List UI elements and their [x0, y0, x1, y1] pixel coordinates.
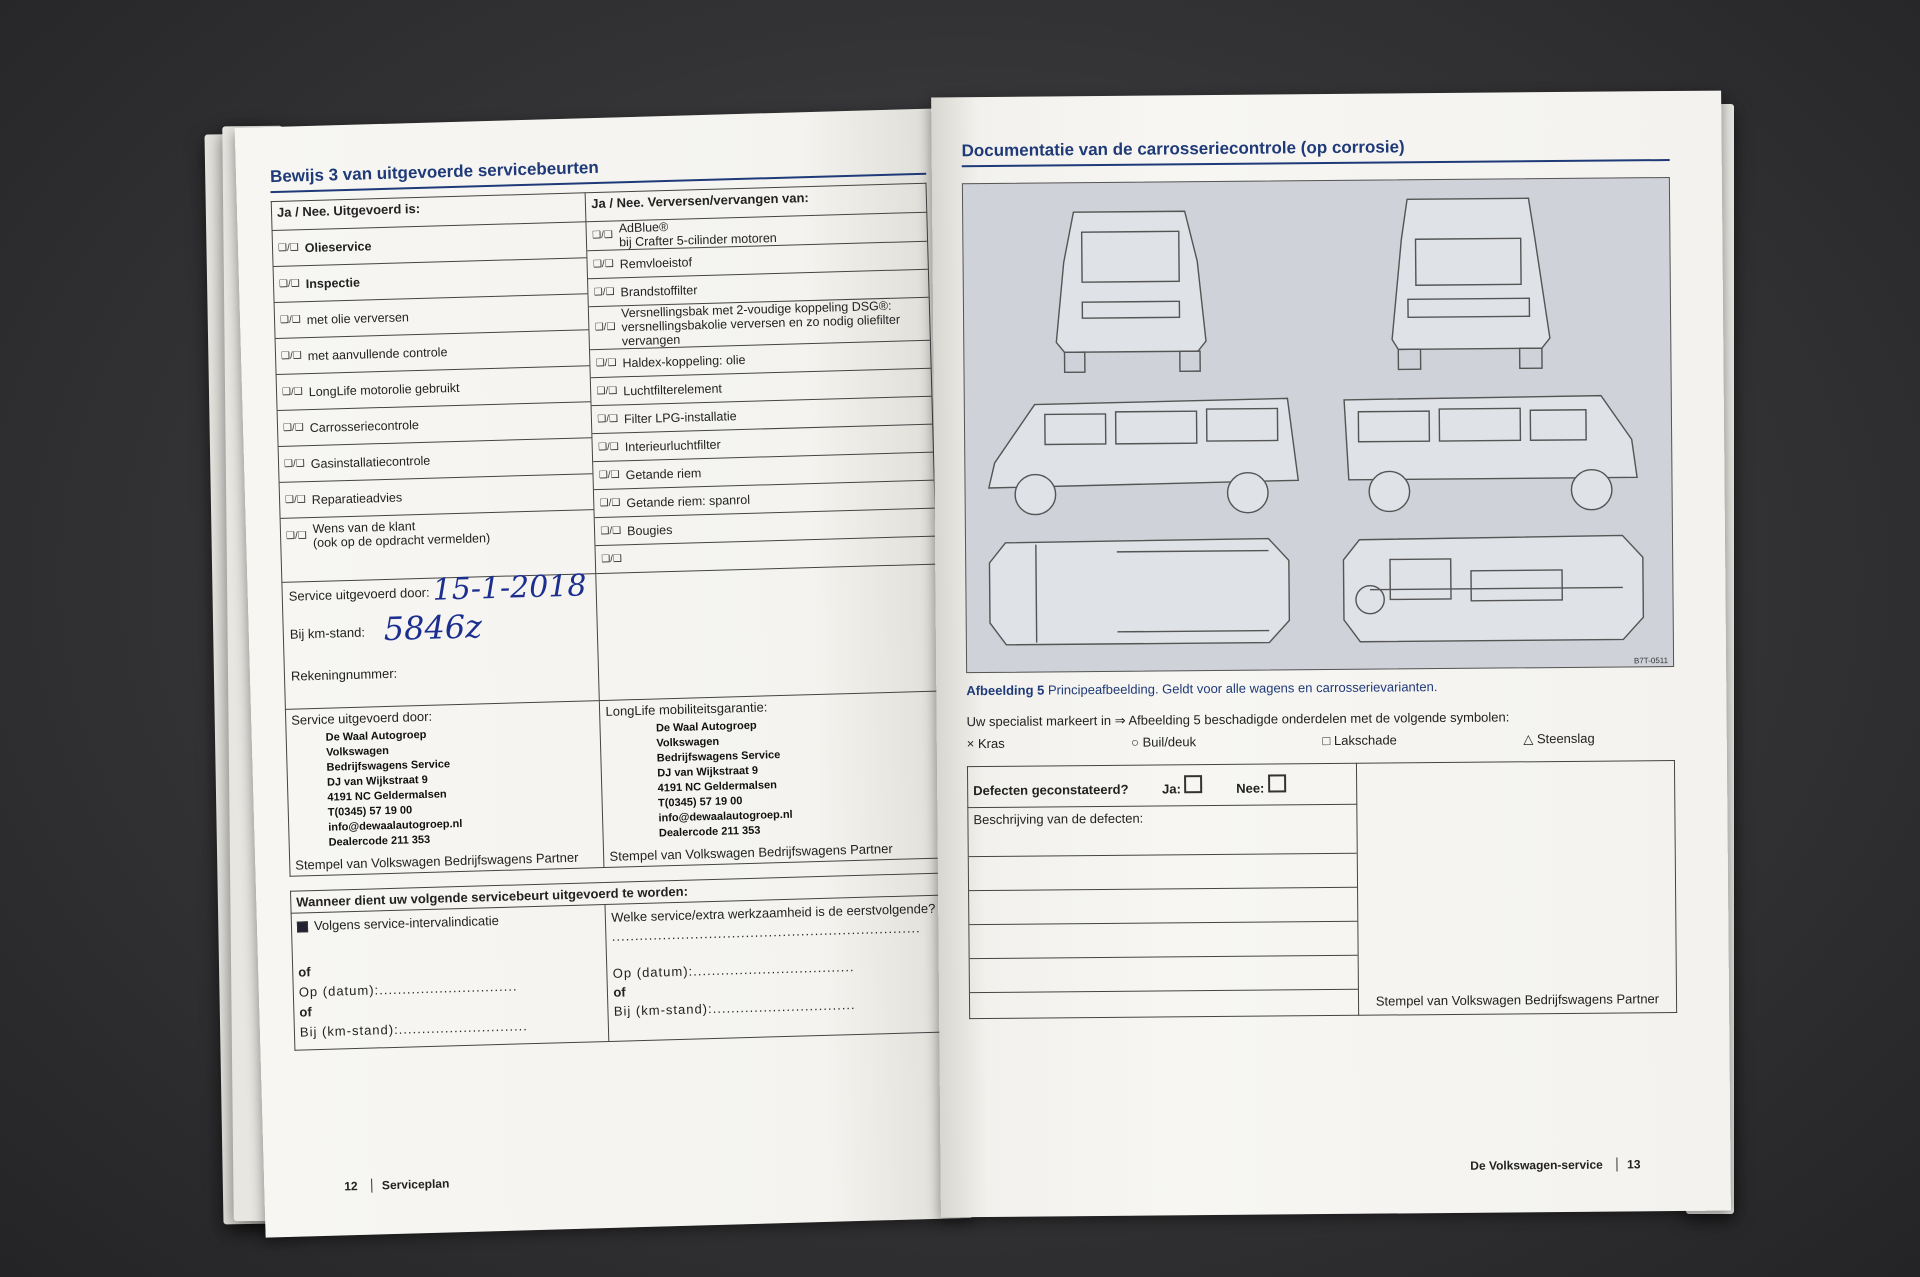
col1-list: [273, 222, 595, 554]
footer-label: De Volkswagen-service: [1470, 1157, 1603, 1173]
ja-nee-checkbox[interactable]: ❑/❑: [597, 412, 619, 425]
ja-nee-checkbox[interactable]: ❑/❑: [601, 552, 623, 565]
or-label: of: [299, 1004, 312, 1020]
defects-description[interactable]: [968, 804, 1359, 1018]
invoice-label: Rekeningnummer:: [290, 665, 398, 684]
symbol-stone-chip: △ Steenslag: [1523, 730, 1595, 747]
symbol-paint-damage: □ Lakschade: [1322, 732, 1397, 749]
ja-nee-checkbox[interactable]: ❑/❑: [285, 529, 307, 542]
next-right-cell: [605, 895, 949, 1041]
van-top-view: [989, 538, 1289, 645]
stamp-line: T(0345) 57 19 00: [327, 804, 413, 819]
checklist-label: Gasinstallatiecontrole: [310, 453, 431, 471]
booklet: [206, 64, 1740, 1234]
ja-nee-checkbox[interactable]: ❑/❑: [596, 384, 618, 397]
next-service-table: [290, 872, 950, 1050]
dealer-stamp: [656, 714, 939, 842]
checklist-label: Reparatieadvies: [311, 490, 403, 507]
longlife-label: LongLife mobiliteitsgarantie:: [605, 699, 768, 719]
checklist-label: Interieurluchtfilter: [624, 437, 721, 454]
col2-cell: [586, 212, 936, 573]
checklist-label: Brandstoffilter: [620, 282, 698, 299]
checklist-label: Getande riem: [625, 465, 702, 482]
symbol-scratch: × Kras: [966, 735, 1005, 752]
km-label: Bij km-stand:: [289, 624, 366, 642]
stamp-line: DJ van Wijkstraat 9: [326, 773, 428, 789]
right-footer: [1470, 1157, 1640, 1172]
next-service-title: Wanneer dient uw volgende servicebeurt uitgevoerd te worden:: [291, 873, 946, 913]
dealer-stamp: [326, 723, 599, 850]
ja-checkbox[interactable]: [1184, 775, 1202, 793]
caption-label: Afbeelding 5: [966, 682, 1045, 699]
stamp-line: De Waal Autogroep: [325, 728, 427, 744]
ja-nee-checkbox[interactable]: ❑/❑: [592, 229, 614, 242]
ja-nee-checkbox[interactable]: ❑/❑: [600, 524, 622, 537]
stamp-line: Bedrijfswagens Service: [656, 749, 781, 765]
checklist-label: Remvloeistof: [619, 254, 693, 271]
or-label: of: [298, 964, 311, 980]
description-line[interactable]: [969, 888, 1357, 925]
stamp-cell-1: [285, 701, 604, 877]
defects-header: [967, 763, 1356, 807]
left-page-title: Bewijs 3 van uitgevoerde servicebeurten: [269, 157, 599, 187]
checklist-label: met aanvullende controle: [307, 344, 448, 363]
ja-nee-checkbox[interactable]: ❑/❑: [598, 468, 620, 481]
symbol-legend: [967, 730, 1675, 752]
answer-line[interactable]: ...................................................................: [611, 920, 921, 944]
description-line[interactable]: [969, 922, 1357, 959]
stamp-line: Dealercode 211 353: [658, 824, 761, 840]
checklist-label: Getande riem: spanrol: [626, 492, 751, 510]
van-front-view: [1055, 211, 1206, 372]
ja-nee-checkbox[interactable]: ❑/❑: [595, 356, 617, 369]
checkbox[interactable]: [297, 921, 308, 932]
defects-question: Defecten geconstateerd?: [973, 781, 1129, 798]
col1-header: Ja / Nee. Uitgevoerd is:: [271, 193, 586, 231]
stamp-line: 4191 NC Geldermalsen: [657, 779, 778, 795]
ja-nee-checkbox[interactable]: ❑/❑: [599, 496, 621, 509]
checklist-label: Filter LPG-installatie: [623, 408, 737, 426]
ja-nee-checkbox[interactable]: ❑/❑: [594, 321, 616, 334]
checklist-label: Wens van de klant (ook op de opdracht vermelden): [312, 518, 491, 550]
van-side-view-left: [988, 398, 1298, 515]
ja-nee-checkbox[interactable]: ❑/❑: [283, 457, 305, 470]
description-label: Beschrijving van de defecten:: [968, 805, 1356, 857]
service-done-label: Service uitgevoerd door:: [288, 584, 430, 604]
nee-label: Nee:: [1236, 780, 1265, 796]
col2-header: Ja / Nee. Verversen/vervangen van:: [586, 183, 927, 221]
defects-table: [967, 760, 1677, 1019]
ja-nee-checkbox[interactable]: ❑/❑: [277, 241, 299, 254]
stamp-caption: Stempel van Volkswagen Bedrijfswagens Partner: [295, 849, 579, 873]
ja-nee-checkbox[interactable]: ❑/❑: [279, 313, 301, 326]
col1-cell: [272, 222, 596, 583]
van-underside-view: [1343, 535, 1643, 642]
stamp-line: 4191 NC Geldermalsen: [327, 788, 447, 804]
checklist-label: Olieservice: [304, 238, 372, 255]
col2-list: [587, 213, 936, 573]
stamp-line: info@dewaalautogroep.nl: [328, 817, 463, 834]
left-page: [235, 108, 972, 1237]
description-line[interactable]: [970, 956, 1358, 993]
stamp-line: info@dewaalautogroep.nl: [658, 808, 793, 825]
stamp-area: [1356, 761, 1676, 1016]
date-field[interactable]: Op (datum):...................................: [612, 959, 855, 981]
ja-nee-checkbox[interactable]: ❑/❑: [278, 277, 300, 290]
next-question: Welke service/extra werkzaamheid is de eerstvolgende?: [611, 900, 936, 925]
left-footer: [344, 1176, 449, 1193]
checklist-label: Versnellingsbak met 2-voudige koppeling DSG®: versnellingsbakolie verversen en zo nodig oliefilter vervangen: [620, 298, 901, 349]
stamp-line: T(0345) 57 19 00: [657, 795, 743, 810]
checklist-label: LongLife motorolie gebruikt: [308, 380, 460, 399]
ja-label: Ja:: [1162, 780, 1181, 796]
stamp-line: Volkswagen: [656, 735, 720, 750]
checklist-label: met olie verversen: [306, 309, 410, 327]
figure-caption: [966, 677, 1674, 698]
stamp-cell-2: [600, 691, 945, 867]
next-left-cell: [291, 904, 609, 1050]
figure-code: B7T-0511: [1633, 656, 1669, 666]
page-number: 13: [1616, 1157, 1640, 1171]
handwritten-km: 5846z: [383, 607, 483, 649]
ja-nee-checkbox[interactable]: ❑/❑: [282, 421, 304, 434]
ja-nee-checkbox[interactable]: ❑/❑: [592, 258, 614, 270]
stamp-line: Bedrijfswagens Service: [326, 758, 451, 774]
right-page-title: Documentatie van de carrosseriecontrole (op corrosie): [961, 137, 1405, 161]
ja-nee-checkbox[interactable]: ❑/❑: [284, 493, 306, 506]
page-number: 12: [344, 1179, 358, 1194]
service-proof-table: [271, 183, 946, 877]
van-figure: [962, 177, 1674, 673]
checklist-label: Inspectie: [305, 275, 361, 291]
service-done-cell: [282, 568, 600, 710]
symbol-dent: ○ Buil/deuk: [1131, 734, 1197, 750]
checklist-label: Bougies: [626, 522, 673, 538]
van-side-view-right: [1344, 395, 1637, 512]
interval-label: Volgens service-intervalindicatie: [313, 912, 500, 934]
stamp-caption: Stempel van Volkswagen Bedrijfswagens Partner: [1375, 991, 1660, 1009]
km-field[interactable]: Bij (km-stand):...............................: [613, 997, 856, 1019]
stamp-line: Dealercode 211 353: [328, 833, 431, 849]
empty-cell: [596, 564, 940, 700]
van-drawings: [962, 177, 1674, 673]
van-rear-view: [1391, 198, 1550, 369]
handwritten-date: 15-1-2018: [432, 568, 587, 608]
nee-checkbox[interactable]: [1268, 774, 1286, 792]
checklist-label: Luchtfilterelement: [623, 381, 723, 398]
instruction: Uw specialist markeert in ⇒ Afbeelding 5 beschadigde onderdelen met de volgende symbolen:: [966, 709, 1510, 730]
ja-nee-checkbox[interactable]: ❑/❑: [593, 286, 615, 298]
footer-label: Serviceplan: [371, 1176, 450, 1192]
or-label: of: [613, 984, 626, 1000]
ja-nee-checkbox[interactable]: ❑/❑: [597, 440, 619, 453]
service-by-label: Service uitgevoerd door:: [291, 708, 433, 728]
stamp-line: Volkswagen: [325, 744, 390, 759]
stamp-line: DJ van Wijkstraat 9: [657, 764, 759, 780]
description-line[interactable]: [969, 854, 1357, 891]
ja-nee-checkbox[interactable]: ❑/❑: [281, 385, 303, 398]
km-field[interactable]: Bij (km-stand):............................: [299, 1018, 528, 1040]
checklist-label: Carrosseriecontrole: [309, 417, 420, 435]
checklist-label: Haldex-koppeling: olie: [622, 352, 746, 370]
stamp-caption: Stempel van Volkswagen Bedrijfswagens Partner: [609, 840, 893, 864]
ja-nee-checkbox[interactable]: ❑/❑: [280, 349, 302, 362]
date-field[interactable]: Op (datum):..............................: [298, 978, 518, 1000]
checklist-row: [281, 510, 595, 554]
stamp-line: De Waal Autogroep: [655, 719, 757, 735]
checklist-label: AdBlue® bij Crafter 5-cilinder motoren: [618, 219, 777, 250]
caption-text: Principeafbeelding. Geldt voor alle wagens en carrosserievarianten.: [1047, 679, 1438, 698]
right-page: [931, 91, 1731, 1218]
